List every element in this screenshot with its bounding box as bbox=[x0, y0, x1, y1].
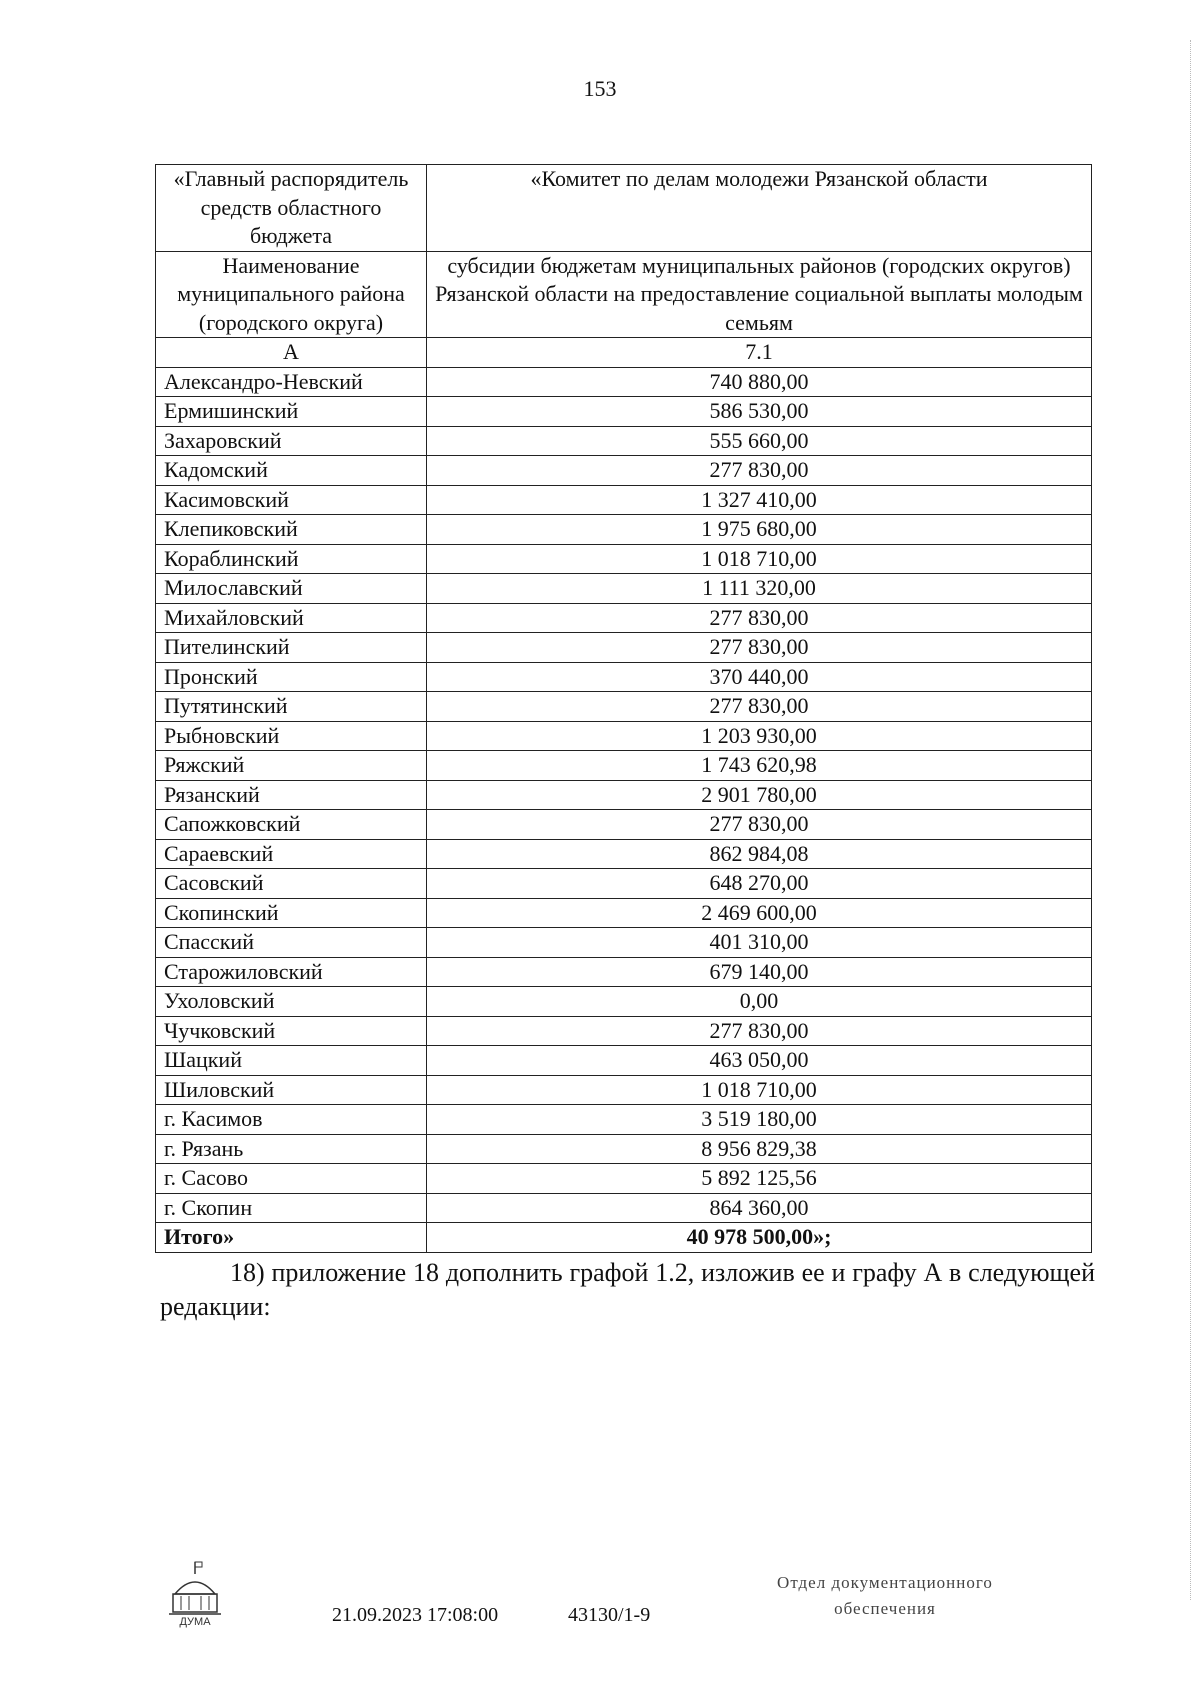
district-name: Александро-Невский bbox=[156, 367, 427, 397]
subsidy-amount: 864 360,00 bbox=[427, 1193, 1092, 1223]
subsidy-amount: 1 975 680,00 bbox=[427, 515, 1092, 545]
subsidy-table bbox=[155, 164, 1092, 1253]
district-name: Клепиковский bbox=[156, 515, 427, 545]
district-name: Михайловский bbox=[156, 603, 427, 633]
subsidy-amount: 1 018 710,00 bbox=[427, 544, 1092, 574]
subsidy-amount: 2 469 600,00 bbox=[427, 898, 1092, 928]
table-header-row-2 bbox=[156, 251, 1092, 338]
district-name: Скопинский bbox=[156, 898, 427, 928]
subsidy-amount: 401 310,00 bbox=[427, 928, 1092, 958]
table-row bbox=[156, 1164, 1092, 1194]
header-chief-manager-label: «Главный распорядитель средств областного бюджета bbox=[156, 165, 427, 252]
subsidy-amount: 370 440,00 bbox=[427, 662, 1092, 692]
subsidy-amount: 586 530,00 bbox=[427, 397, 1092, 427]
subsidy-amount: 8 956 829,38 bbox=[427, 1134, 1092, 1164]
district-name: Сапожковский bbox=[156, 810, 427, 840]
table-row bbox=[156, 1046, 1092, 1076]
header-chief-manager-value: «Комитет по делам молодежи Рязанской области bbox=[427, 165, 1092, 252]
total-row bbox=[156, 1223, 1092, 1253]
table-header-row-1 bbox=[156, 165, 1092, 252]
district-name: Касимовский bbox=[156, 485, 427, 515]
column-label-a: А bbox=[156, 338, 427, 368]
district-name: г. Скопин bbox=[156, 1193, 427, 1223]
district-name: Шиловский bbox=[156, 1075, 427, 1105]
table-row bbox=[156, 574, 1092, 604]
table-row bbox=[156, 987, 1092, 1017]
district-name: г. Рязань bbox=[156, 1134, 427, 1164]
table-header-row-3 bbox=[156, 338, 1092, 368]
total-amount: 40 978 500,00»; bbox=[427, 1223, 1092, 1253]
footer-document-number: 43130/1-9 bbox=[568, 1604, 651, 1626]
duma-logo-icon bbox=[165, 1560, 225, 1628]
subsidy-amount: 648 270,00 bbox=[427, 869, 1092, 899]
stamp-line-2: обеспечения bbox=[834, 1599, 936, 1618]
subsidy-amount: 1 327 410,00 bbox=[427, 485, 1092, 515]
subsidy-amount: 3 519 180,00 bbox=[427, 1105, 1092, 1135]
table-row bbox=[156, 957, 1092, 987]
subsidy-amount: 862 984,08 bbox=[427, 839, 1092, 869]
subsidy-amount: 277 830,00 bbox=[427, 603, 1092, 633]
subsidy-amount: 1 743 620,98 bbox=[427, 751, 1092, 781]
header-district-name-label: Наименование муниципального района (городского округа) bbox=[156, 251, 427, 338]
subsidy-amount: 1 111 320,00 bbox=[427, 574, 1092, 604]
district-name: Пителинский bbox=[156, 633, 427, 663]
table-row bbox=[156, 633, 1092, 663]
subsidy-amount: 277 830,00 bbox=[427, 633, 1092, 663]
subsidy-amount: 277 830,00 bbox=[427, 692, 1092, 722]
district-name: Милославский bbox=[156, 574, 427, 604]
scan-margin-marks bbox=[1190, 40, 1193, 1600]
subsidy-amount: 2 901 780,00 bbox=[427, 780, 1092, 810]
subsidy-amount: 5 892 125,56 bbox=[427, 1164, 1092, 1194]
stamp-line-1: Отдел документационного bbox=[777, 1573, 993, 1592]
district-name: Пронский bbox=[156, 662, 427, 692]
district-name: Сараевский bbox=[156, 839, 427, 869]
subsidy-amount: 555 660,00 bbox=[427, 426, 1092, 456]
district-name: Рыбновский bbox=[156, 721, 427, 751]
table-row bbox=[156, 692, 1092, 722]
table-row bbox=[156, 456, 1092, 486]
table-row bbox=[156, 839, 1092, 869]
amendment-paragraph: 18) приложение 18 дополнить графой 1.2, изложив ее и графу А в следующей редакции: bbox=[160, 1258, 1095, 1321]
table-row bbox=[156, 603, 1092, 633]
page-number: 153 bbox=[583, 76, 617, 101]
district-name: Чучковский bbox=[156, 1016, 427, 1046]
column-label-7-1: 7.1 bbox=[427, 338, 1092, 368]
department-stamp bbox=[735, 1570, 1035, 1622]
table-row bbox=[156, 780, 1092, 810]
subsidy-amount: 679 140,00 bbox=[427, 957, 1092, 987]
table-row bbox=[156, 485, 1092, 515]
district-name: г. Касимов bbox=[156, 1105, 427, 1135]
subsidy-amount: 463 050,00 bbox=[427, 1046, 1092, 1076]
table-row bbox=[156, 662, 1092, 692]
district-name: г. Сасово bbox=[156, 1164, 427, 1194]
table-row bbox=[156, 397, 1092, 427]
district-name: Старожиловский bbox=[156, 957, 427, 987]
district-name: Ухоловский bbox=[156, 987, 427, 1017]
table-row bbox=[156, 869, 1092, 899]
district-name: Сасовский bbox=[156, 869, 427, 899]
subsidy-amount: 740 880,00 bbox=[427, 367, 1092, 397]
table-row bbox=[156, 544, 1092, 574]
table-row bbox=[156, 1193, 1092, 1223]
table-row bbox=[156, 898, 1092, 928]
table-row bbox=[156, 515, 1092, 545]
table-row bbox=[156, 1105, 1092, 1135]
table-row bbox=[156, 367, 1092, 397]
district-name: Кадомский bbox=[156, 456, 427, 486]
district-name: Шацкий bbox=[156, 1046, 427, 1076]
district-name: Спасский bbox=[156, 928, 427, 958]
table-row bbox=[156, 721, 1092, 751]
header-subsidy-description: субсидии бюджетам муниципальных районов (городских округов) Рязанской области на предоставление социальной выплаты молодым семьям bbox=[427, 251, 1092, 338]
table-row bbox=[156, 1134, 1092, 1164]
svg-text:ДУМА: ДУМА bbox=[179, 1616, 211, 1628]
district-name: Кораблинский bbox=[156, 544, 427, 574]
footer-date: 21.09.2023 17:08:00 bbox=[332, 1604, 499, 1626]
table-row bbox=[156, 810, 1092, 840]
subsidy-amount: 1 203 930,00 bbox=[427, 721, 1092, 751]
subsidy-amount: 277 830,00 bbox=[427, 1016, 1092, 1046]
district-name: Путятинский bbox=[156, 692, 427, 722]
district-name: Захаровский bbox=[156, 426, 427, 456]
table-row bbox=[156, 1016, 1092, 1046]
subsidy-amount: 277 830,00 bbox=[427, 456, 1092, 486]
table-row bbox=[156, 751, 1092, 781]
district-name: Ряжский bbox=[156, 751, 427, 781]
total-label: Итого» bbox=[156, 1223, 427, 1253]
district-name: Рязанский bbox=[156, 780, 427, 810]
subsidy-amount: 277 830,00 bbox=[427, 810, 1092, 840]
table-row bbox=[156, 928, 1092, 958]
subsidy-amount: 0,00 bbox=[427, 987, 1092, 1017]
table-row bbox=[156, 426, 1092, 456]
table-row bbox=[156, 1075, 1092, 1105]
district-name: Ермишинский bbox=[156, 397, 427, 427]
subsidy-amount: 1 018 710,00 bbox=[427, 1075, 1092, 1105]
